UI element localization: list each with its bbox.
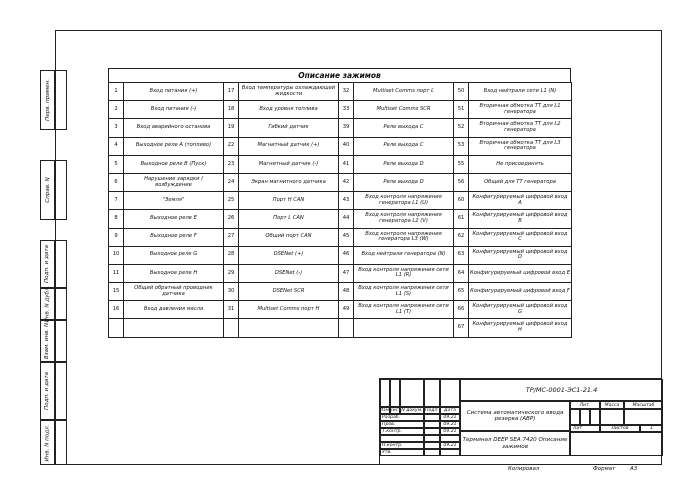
lit-cell bbox=[570, 409, 580, 425]
table-row bbox=[109, 283, 572, 301]
date-4: 09.21 bbox=[440, 442, 460, 449]
terminal-number: 11 bbox=[109, 264, 124, 282]
table-row bbox=[109, 319, 572, 337]
rev-cell bbox=[400, 379, 424, 407]
sheets-count: 1 bbox=[640, 425, 663, 432]
terminal-description: Вторичная обмотка ТТ для L1 генератора bbox=[469, 101, 572, 119]
terminal-number: 33 bbox=[339, 101, 354, 119]
terminal-description: Вход контроля напряжения генератора L3 (W) bbox=[354, 228, 454, 246]
terminal-description: DSENet (-) bbox=[239, 264, 339, 282]
terminal-number: 62 bbox=[454, 228, 469, 246]
terminal-description: Вход нейтрали генератора (N) bbox=[354, 246, 454, 264]
terminal-number: 22 bbox=[224, 137, 239, 155]
header-list: Лист bbox=[389, 408, 401, 413]
terminal-number: 43 bbox=[339, 192, 354, 210]
terminal-number: 3 bbox=[109, 119, 124, 137]
table-row bbox=[109, 137, 572, 155]
terminal-number: 5 bbox=[109, 155, 124, 173]
header-izm: Изм. bbox=[379, 408, 391, 413]
table-row bbox=[109, 155, 572, 173]
terminal-description: Порт L CAN bbox=[239, 210, 339, 228]
terminal-number: 16 bbox=[109, 301, 124, 319]
terminal-description: Реле выхода D bbox=[354, 173, 454, 191]
terminal-number: 48 bbox=[339, 283, 354, 301]
terminal-number: 6 bbox=[109, 173, 124, 191]
terminal-description: Гибкий датчик bbox=[239, 119, 339, 137]
terminal-description: Вход контроля напряжения сети L1 (R) bbox=[354, 264, 454, 282]
field-inv-dubl bbox=[55, 288, 67, 320]
lit-cell bbox=[580, 409, 590, 425]
inv-podl-text: Инв. N подл. bbox=[44, 424, 51, 461]
label-sprav-n bbox=[40, 160, 55, 220]
terminal-description: Нарушение зарядки / возбуждение bbox=[124, 173, 224, 191]
terminal-description: Выходное реле B (Пуск) bbox=[124, 155, 224, 173]
terminal-description: Конфигурируемый цифровой вход E bbox=[469, 264, 572, 282]
terminal-description: Выходное реле F bbox=[124, 228, 224, 246]
terminal-number: 53 bbox=[454, 137, 469, 155]
terminal-number: 56 bbox=[454, 173, 469, 191]
terminal-description bbox=[124, 319, 224, 337]
terminal-description bbox=[239, 319, 339, 337]
table-row bbox=[109, 173, 572, 191]
label-inv-dubl bbox=[40, 285, 55, 323]
table-row bbox=[109, 246, 572, 264]
terminal-description: Вход контроля напряжения генератора L2 (V) bbox=[354, 210, 454, 228]
terminal-description: Выходное реле H bbox=[124, 264, 224, 282]
date-3: 09.21 bbox=[440, 428, 460, 435]
terminal-description: Общий обратный проводник датчика bbox=[124, 283, 224, 301]
terminal-number: 18 bbox=[224, 101, 239, 119]
sheet-title: Терминал DEEP SEA 7420 Описание зажимов bbox=[460, 431, 570, 456]
terminal-number: 15 bbox=[109, 283, 124, 301]
terminal-number: 39 bbox=[339, 119, 354, 137]
terminal-number: 51 bbox=[454, 101, 469, 119]
date-cell bbox=[440, 449, 460, 456]
terminal-description: Конфигурируемый цифровой вход H bbox=[469, 319, 572, 337]
terminal-number: 64 bbox=[454, 264, 469, 282]
terminal-number: 42 bbox=[339, 173, 354, 191]
terminal-number bbox=[339, 319, 354, 337]
terminal-description: Вход аварийного останова bbox=[124, 119, 224, 137]
terminal-number bbox=[224, 319, 239, 337]
terminal-description: Конфигурируемый цифровой вход D bbox=[469, 246, 572, 264]
role-nkontr: Н.контр. bbox=[380, 442, 424, 449]
table-title: Описание зажимов bbox=[108, 68, 571, 83]
terminal-description: Вход нейтрали сети L1 (N) bbox=[469, 83, 572, 101]
sprav-n-text: Справ. N bbox=[44, 177, 51, 203]
field-podp-data-2 bbox=[55, 362, 67, 420]
terminal-number: 9 bbox=[109, 228, 124, 246]
rev-cell bbox=[440, 379, 460, 407]
massa-cell bbox=[600, 409, 624, 425]
terminal-description: Реле выхода C bbox=[354, 137, 454, 155]
vzam-inv-text: Взам. инв. N bbox=[44, 322, 51, 360]
rev-cell bbox=[390, 379, 400, 407]
role-razrab: Разраб. bbox=[380, 414, 424, 421]
left-strip-bottom bbox=[40, 244, 55, 465]
terminal-description: Вход контроля напряжения сети L1 (S) bbox=[354, 283, 454, 301]
masshtab-cell bbox=[624, 409, 663, 425]
table-row bbox=[109, 83, 572, 101]
table-row bbox=[109, 192, 572, 210]
org-cell bbox=[570, 432, 663, 456]
terminal-number: 25 bbox=[224, 192, 239, 210]
terminal-description: Multiset Comms порт H bbox=[239, 301, 339, 319]
terminal-description: Вход контроля напряжения сети L1 (T) bbox=[354, 301, 454, 319]
table-row bbox=[109, 101, 572, 119]
terminal-description: Конфигурируемый цифровой вход A bbox=[469, 192, 572, 210]
label-inv-podl bbox=[40, 420, 55, 465]
sign-cell bbox=[424, 442, 440, 449]
terminal-number: 63 bbox=[454, 246, 469, 264]
terminal-number: 61 bbox=[454, 210, 469, 228]
header-lit: Лит. bbox=[570, 401, 600, 409]
document-code: ТР/МС-0001-ЭС1-21.4 bbox=[460, 379, 663, 401]
header-podp: Подп. bbox=[425, 408, 439, 413]
date-1: 09.21 bbox=[440, 414, 460, 421]
terminal-description: DSENet SCR bbox=[239, 283, 339, 301]
perv-primen-text: Перв. примен. bbox=[44, 79, 51, 121]
terminal-description: Общий для ТТ генератора bbox=[469, 173, 572, 191]
terminal-number: 55 bbox=[454, 155, 469, 173]
table-row bbox=[109, 210, 572, 228]
lit-cell bbox=[590, 409, 600, 425]
terminal-number: 41 bbox=[339, 155, 354, 173]
terminal-description: Порт H CAN bbox=[239, 192, 339, 210]
terminal-number: 23 bbox=[224, 155, 239, 173]
terminal-number: 28 bbox=[224, 246, 239, 264]
terminal-description: Магнитный датчик (-) bbox=[239, 155, 339, 173]
sheets-label: Листов bbox=[600, 425, 640, 432]
terminal-number bbox=[109, 319, 124, 337]
left-strip-top bbox=[40, 30, 55, 270]
terminal-number: 49 bbox=[339, 301, 354, 319]
terminal-number: 1 bbox=[109, 83, 124, 101]
label-podp-data-2 bbox=[40, 362, 55, 420]
terminal-description: Конфигурируемый цифровой вход F bbox=[469, 283, 572, 301]
terminal-number: 45 bbox=[339, 228, 354, 246]
format-value: А3 bbox=[630, 466, 638, 472]
terminal-number: 27 bbox=[224, 228, 239, 246]
terminal-description: "Земля" bbox=[124, 192, 224, 210]
field-podp-data-1 bbox=[55, 240, 67, 288]
date-cell bbox=[440, 435, 460, 442]
field-perv-primen bbox=[55, 70, 67, 130]
rev-cell bbox=[424, 379, 440, 407]
sign-cell bbox=[424, 421, 440, 428]
terminal-description: Конфигурируемый цифровой вход B bbox=[469, 210, 572, 228]
table-row bbox=[109, 228, 572, 246]
label-perv-primen bbox=[40, 70, 55, 130]
terminal-number: 10 bbox=[109, 246, 124, 264]
terminal-number: 60 bbox=[454, 192, 469, 210]
terminal-description: Вторичная обмотка ТТ для L3 генератора bbox=[469, 137, 572, 155]
terminal-description: Магнитный датчик (+) bbox=[239, 137, 339, 155]
terminal-number: 52 bbox=[454, 119, 469, 137]
terminal-description: Общий порт CAN bbox=[239, 228, 339, 246]
field-inv-podl bbox=[55, 420, 67, 465]
terminal-number: 40 bbox=[339, 137, 354, 155]
rev-cell bbox=[380, 379, 390, 407]
table-row bbox=[109, 264, 572, 282]
terminal-number: 19 bbox=[224, 119, 239, 137]
terminal-description: Конфигурируемый цифровой вход C bbox=[469, 228, 572, 246]
terminal-number: 65 bbox=[454, 283, 469, 301]
label-vzam-inv bbox=[40, 320, 55, 362]
terminal-description: Multiset Comms SCR bbox=[354, 101, 454, 119]
sign-cell bbox=[424, 449, 440, 456]
terminal-number: 2 bbox=[109, 101, 124, 119]
terminal-number: 67 bbox=[454, 319, 469, 337]
terminal-description: Вход температуры охлаждающей жидкости bbox=[239, 83, 339, 101]
terminal-description: Вход питания (+) bbox=[124, 83, 224, 101]
format-label: Формат bbox=[593, 466, 616, 472]
terminal-description: Конфигурируемый цифровой вход G bbox=[469, 301, 572, 319]
role-utv: Утв. bbox=[380, 449, 424, 456]
terminal-description: Multiset Comms порт L bbox=[354, 83, 454, 101]
label-podp-data-1 bbox=[40, 240, 55, 288]
title-block bbox=[379, 378, 662, 465]
sheet-label: Лит bbox=[570, 425, 600, 432]
header-massa: Масса bbox=[600, 401, 624, 409]
terminal-number: 24 bbox=[224, 173, 239, 191]
terminal-number: 17 bbox=[224, 83, 239, 101]
sign-cell bbox=[424, 428, 440, 435]
terminal-description: Вход давления масла bbox=[124, 301, 224, 319]
terminal-description: Вторичная обмотка ТТ для L2 генератора bbox=[469, 119, 572, 137]
terminal-number: 47 bbox=[339, 264, 354, 282]
terminal-table-body bbox=[109, 83, 572, 338]
terminal-number: 31 bbox=[224, 301, 239, 319]
field-sprav-n bbox=[55, 160, 67, 220]
podp-data-1-text: Подп. и дата bbox=[44, 244, 51, 284]
terminal-number: 46 bbox=[339, 246, 354, 264]
table-row bbox=[109, 119, 572, 137]
terminal-description: Экран магнитного датчика bbox=[239, 173, 339, 191]
terminal-description: Вход уровня топлива bbox=[239, 101, 339, 119]
table-row bbox=[109, 301, 572, 319]
terminal-description: Вход контроля напряжения генератора L1 (U) bbox=[354, 192, 454, 210]
terminal-description: Выходное реле A (топливо) bbox=[124, 137, 224, 155]
sign-cell bbox=[424, 414, 440, 421]
terminal-number: 29 bbox=[224, 264, 239, 282]
terminal-number: 66 bbox=[454, 301, 469, 319]
role-tkontr: Т.контр. bbox=[380, 428, 424, 435]
podp-data-2-text: Подп. и дата bbox=[44, 371, 51, 411]
sign-cell bbox=[424, 435, 440, 442]
header-masshtab: Масштаб bbox=[624, 401, 663, 409]
terminal-description bbox=[354, 319, 454, 337]
terminal-number: 26 bbox=[224, 210, 239, 228]
blank-row bbox=[380, 435, 424, 442]
terminal-description: Реле выхода C bbox=[354, 119, 454, 137]
date-2: 09.21 bbox=[440, 421, 460, 428]
header-data: Дата bbox=[440, 407, 460, 414]
system-title: Система автоматического ввода резерва (АВР) bbox=[460, 401, 570, 431]
terminal-number: 32 bbox=[339, 83, 354, 101]
terminal-table bbox=[108, 82, 572, 338]
terminal-number: 50 bbox=[454, 83, 469, 101]
terminal-description: Реле выхода D bbox=[354, 155, 454, 173]
terminal-description: Выходное реле G bbox=[124, 246, 224, 264]
terminal-description: Вход питания (-) bbox=[124, 101, 224, 119]
inv-dubl-text: Инв. N дубл. bbox=[44, 285, 51, 323]
field-vzam-inv bbox=[55, 320, 67, 362]
terminal-number: 8 bbox=[109, 210, 124, 228]
terminal-number: 4 bbox=[109, 137, 124, 155]
terminal-description: Не присоединять bbox=[469, 155, 572, 173]
terminal-number: 30 bbox=[224, 283, 239, 301]
kopiroval-label: Копировал bbox=[508, 466, 540, 472]
role-prov: Пров. bbox=[380, 421, 424, 428]
terminal-description: DSENet (+) bbox=[239, 246, 339, 264]
terminal-description: Выходное реле E bbox=[124, 210, 224, 228]
header-ndok: N докум. bbox=[401, 408, 423, 413]
terminal-number: 44 bbox=[339, 210, 354, 228]
terminal-number: 7 bbox=[109, 192, 124, 210]
